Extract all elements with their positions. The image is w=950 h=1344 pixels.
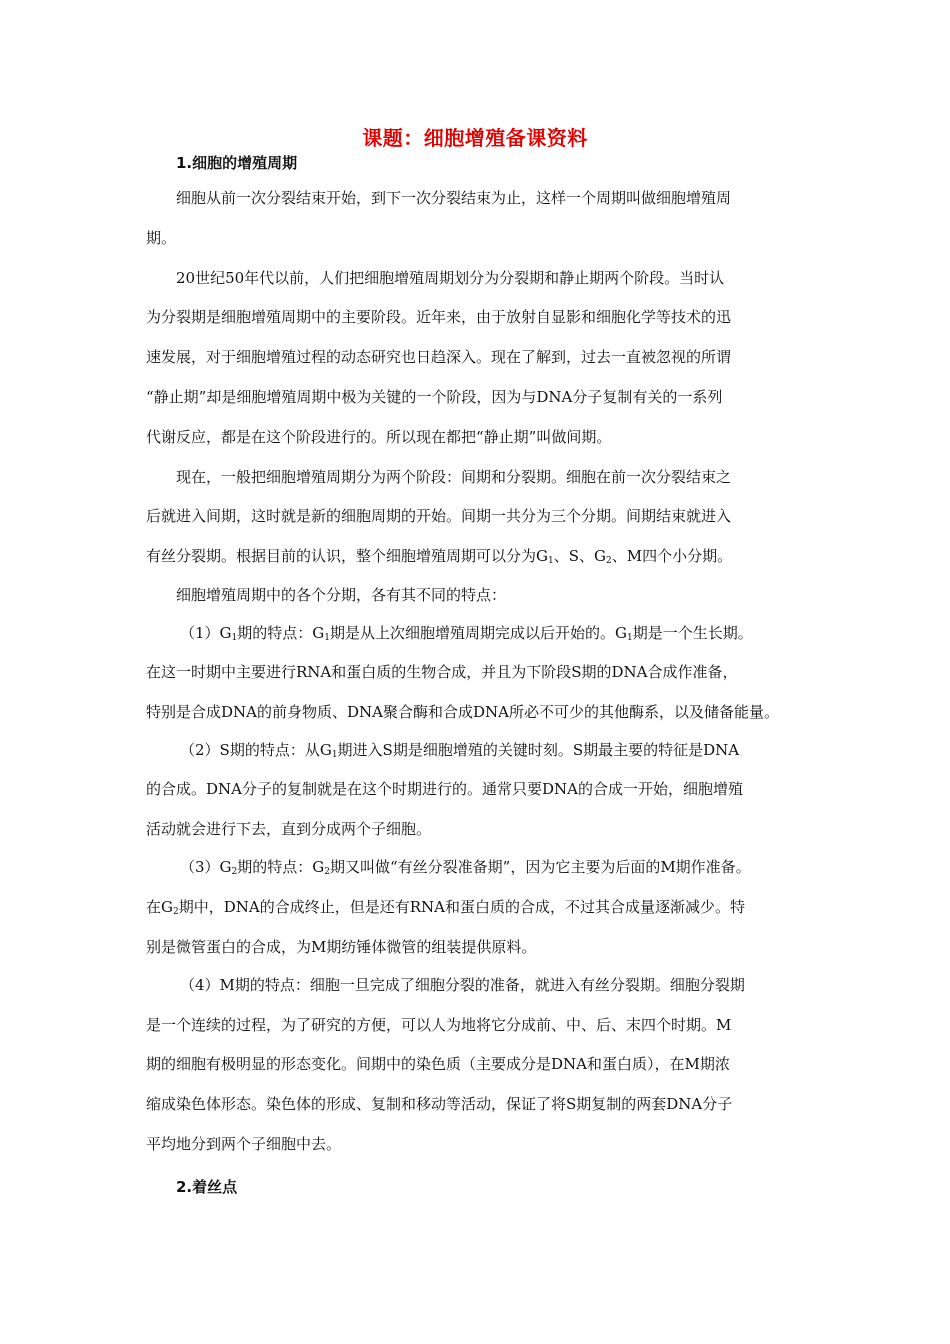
paragraph-line: 代谢反应，都是在这个阶段进行的。所以现在都把“静止期”叫做间期。 [146, 428, 612, 446]
paragraph-line: 20世纪50年代以前，人们把细胞增殖周期划分为分裂期和静止期两个阶段。当时认 [176, 269, 725, 287]
subscript: 2 [606, 556, 612, 566]
paragraph-line: 期的细胞有极明显的形态变化。间期中的染色质（主要成分是DNA和蛋白质），在M期浓 [146, 1055, 730, 1073]
text-run: 期的特点：G [237, 624, 325, 642]
paragraph-line: 是一个连续的过程，为了研究的方便，可以人为地将它分成前、中、后、末四个时期。M [146, 1016, 732, 1034]
paragraph-line: 在这一时期中主要进行RNA和蛋白质的生物合成，并且为下阶段S期的DNA合成作准备， [146, 663, 738, 681]
subscript: 2 [324, 867, 330, 877]
paragraph-line: 细胞增殖周期中的各个分期，各有其不同的特点： [176, 586, 507, 604]
paragraph-line: 后就进入间期，这时就是新的细胞周期的开始。间期一共分为三个分期。间期结束就进入 [146, 507, 732, 525]
paragraph-line [180, 740, 739, 765]
text-run: 、M四个小分期。 [611, 547, 733, 565]
paragraph-line: 细胞从前一次分裂结束开始，到下一次分裂结束为止，这样一个周期叫做细胞增殖周 [176, 189, 732, 207]
text-run: 期的特点：G [237, 858, 325, 876]
paragraph-line: “静止期”却是细胞增殖周期中极为关键的一个阶段，因为与DNA分子复制有关的一系列 [146, 388, 723, 406]
subscript: 1 [331, 750, 338, 760]
paragraph-line [146, 546, 732, 571]
text-run: （2）S期的特点：从G [180, 741, 332, 759]
paragraph-line [146, 897, 745, 922]
paragraph-line: 活动就会进行下去，直到分成两个子细胞。 [146, 820, 432, 838]
subscript: 1 [626, 633, 633, 643]
paragraph-line: 期。 [146, 229, 177, 247]
paragraph-line: 现在，一般把细胞增殖周期分为两个阶段：间期和分裂期。细胞在前一次分裂结束之 [176, 468, 732, 486]
subscript: 1 [324, 633, 330, 643]
text-run: 在G [146, 898, 173, 916]
subscript: 2 [172, 907, 179, 917]
paragraph-line: 的合成。DNA分子的复制就是在这个时期进行的。通常只要DNA的合成一开始，细胞增殖 [146, 780, 743, 798]
paragraph-line [180, 623, 753, 648]
text-run: 有丝分裂期。根据目前的认识，整个细胞增殖周期可以分为G [146, 547, 548, 565]
text-run: 期又叫做“有丝分裂准备期”，因为它主要为后面的M期作准备。 [329, 858, 751, 876]
subscript: 2 [231, 867, 238, 877]
paragraph-line [180, 857, 751, 882]
text-run: 期是从上次细胞增殖周期完成以后开始的。G [329, 624, 627, 642]
subscript: 1 [548, 556, 554, 566]
text-run: 期进入S期是细胞增殖的关键时刻。S期最主要的特征是DNA [337, 741, 740, 759]
paragraph-line: （4）M期的特点：细胞一旦完成了细胞分裂的准备，就进入有丝分裂期。细胞分裂期 [180, 976, 745, 994]
page-title: 课题：细胞增殖备课资料 [362, 126, 588, 150]
text-run: （1）G [180, 624, 232, 642]
paragraph-line: 速发展，对于细胞增殖过程的动态研究也日趋深入。现在了解到，过去一直被忽视的所谓 [146, 348, 732, 366]
subscript: 1 [231, 633, 238, 643]
paragraph-line: 特别是合成DNA的前身物质、DNA聚合酶和合成DNA所必不可少的其他酶系，以及储备能量。 [146, 703, 779, 721]
paragraph-line: 缩成染色体形态。染色体的形成、复制和移动等活动，保证了将S期复制的两套DNA分子 [146, 1095, 733, 1113]
text-run: （3）G [180, 858, 232, 876]
text-run: 、S、G [553, 547, 606, 565]
section-heading-centromere: 2.着丝点 [176, 1178, 238, 1196]
text-run: 期是一个生长期。 [632, 624, 753, 642]
section-heading-cell-cycle: 1.细胞的增殖周期 [176, 154, 298, 172]
paragraph-line: 为分裂期是细胞增殖周期中的主要阶段。近年来，由于放射自显影和细胞化学等技术的迅 [146, 308, 732, 326]
paragraph-line: 平均地分到两个子细胞中去。 [146, 1135, 342, 1153]
text-run: 期中，DNA的合成终止，但是还有RNA和蛋白质的合成，不过其合成量逐渐减少。特 [178, 898, 745, 916]
paragraph-line: 别是微管蛋白的合成，为M期纺锤体微管的组装提供原料。 [146, 938, 537, 956]
